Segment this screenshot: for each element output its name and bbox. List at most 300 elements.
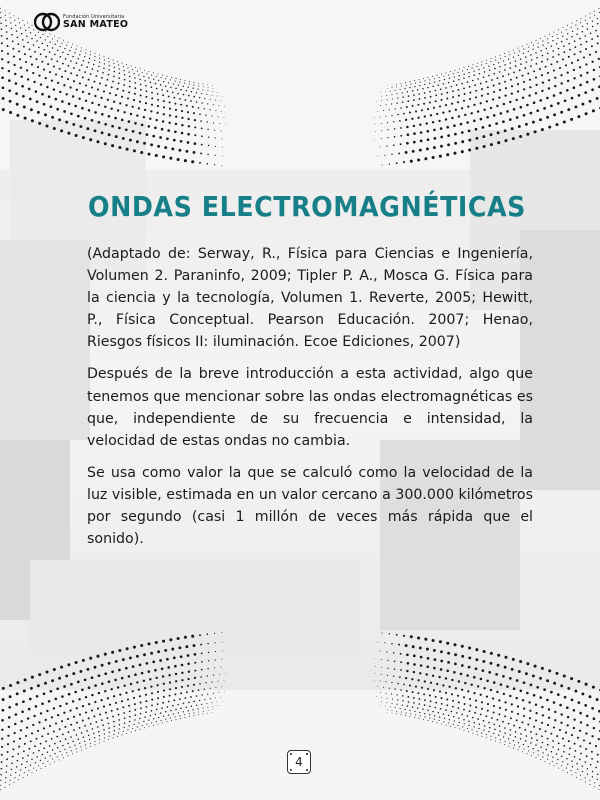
decor-dot [482,135,485,138]
decor-dot [25,61,27,63]
decor-dot [597,773,598,774]
decor-dot [81,750,82,751]
decor-dot [468,66,469,67]
decor-dot [391,115,392,116]
decor-dot [30,108,33,111]
decor-dot [104,672,107,675]
decor-dot [70,683,73,686]
decor-dot [15,772,16,773]
decor-dot [27,755,29,757]
decor-dot [123,727,124,728]
decor-dot [400,107,402,109]
decor-dot [490,689,492,691]
decor-dot [50,690,53,693]
decor-dot [151,75,152,76]
decor-dot [526,662,529,665]
decor-dot [17,36,19,38]
decor-dot [9,684,12,687]
decor-dot [451,86,453,88]
decor-dot [115,660,118,663]
decor-dot [417,707,418,708]
decor-dot [208,660,209,661]
decor-dot [597,761,599,763]
decor-dot [210,109,211,110]
decor-dot [392,85,393,86]
decor-dot [221,632,222,633]
decor-dot [111,125,114,128]
decor-dot [510,717,512,719]
decor-dot [446,725,447,726]
decor-dot [402,101,404,103]
decor-dot [15,92,18,95]
decor-dot [64,48,65,49]
decor-dot [113,738,114,739]
decor-dot [468,656,471,659]
decor-dot [1,729,3,731]
decor-dot [510,734,511,735]
decor-dot [428,77,429,78]
decor-dot [157,99,159,101]
decor-dot [18,18,19,19]
decor-dot [69,709,71,711]
decor-dot [176,719,177,720]
decor-dot [473,676,476,679]
decor-dot [103,729,104,730]
decor-dot [162,94,164,96]
decor-dot [567,772,568,773]
decor-dot [151,699,153,701]
decor-dot [109,704,111,706]
decor-dot [23,46,25,48]
decor-dot [155,83,156,84]
decor-dot [157,650,160,653]
decor-dot [563,27,564,28]
decor-dot [56,108,59,111]
decor-dot [212,712,213,713]
decor-dot [567,687,570,690]
decor-dot [461,83,463,85]
decor-dot [101,113,104,116]
decor-dot [1,67,3,69]
decor-dot [98,692,100,694]
decor-dot [145,694,147,696]
decor-dot [79,743,80,744]
decor-dot [16,114,19,117]
decor-dot [156,684,158,686]
decor-dot [455,109,457,111]
decor-dot [560,111,563,114]
decor-dot [1,42,3,44]
decor-dot [117,686,119,688]
decor-dot [180,718,181,719]
decor-dot [176,78,177,79]
decor-dot [80,51,81,52]
decor-dot [2,698,5,701]
decor-dot [16,692,19,695]
decor-dot [168,82,169,83]
decor-dot [453,152,456,155]
decor-dot [585,683,588,686]
decor-dot [509,729,511,731]
decor-dot [161,707,163,709]
decor-dot [162,640,165,643]
decor-dot [186,105,188,107]
decor-dot [15,25,16,26]
decor-dot [125,692,127,694]
decor-dot [79,727,81,729]
decor-dot [63,40,64,41]
decor-dot [576,20,577,21]
decor-dot [576,33,577,34]
decor-dot [467,728,468,729]
decor-dot [419,98,421,100]
decor-dot [410,81,411,82]
decor-dot [194,134,196,136]
decor-dot [210,698,211,699]
decor-dot [113,60,114,61]
decor-dot [406,85,407,86]
decor-dot [65,674,68,677]
decor-dot [473,726,474,727]
decor-dot [564,99,567,102]
decor-dot [488,66,489,67]
decor-dot [124,79,126,81]
decor-dot [70,60,72,62]
decor-dot [432,76,433,77]
decor-dot [419,718,420,719]
decor-dot [125,667,128,670]
decor-dot [187,654,190,657]
decor-dot [469,705,471,707]
decor-dot [72,700,74,702]
decor-dot [475,700,477,702]
decor-dot [514,745,515,746]
decor-dot [94,684,97,687]
decor-dot [128,71,129,72]
decor-dot [46,710,48,712]
decor-dot [146,133,149,136]
decor-dot [520,106,523,109]
decor-dot [27,78,29,80]
decor-dot [440,660,443,663]
decor-dot [413,141,416,144]
decor-dot [115,702,117,704]
decor-dot [201,102,202,103]
decor-dot [562,58,564,60]
decor-dot [11,34,13,36]
decor-dot [440,668,443,671]
decor-dot [499,725,501,727]
decor-dot [458,717,459,718]
decor-dot [525,740,526,741]
decor-dot [114,730,115,731]
decor-dot [515,731,517,733]
decor-dot [14,723,16,725]
decor-dot [475,667,478,670]
decor-dot [541,74,543,76]
decor-dot [550,691,553,694]
decor-dot [585,748,587,750]
decor-dot [54,761,55,762]
decor-dot [493,114,496,117]
decor-dot [394,661,396,663]
decor-dot [539,99,542,102]
decor-dot [413,663,416,666]
decor-dot [99,62,100,63]
decor-dot [413,94,415,96]
decor-dot [468,76,469,77]
decor-dot [108,69,109,70]
decor-dot [545,761,546,762]
decor-dot [210,688,211,689]
decor-dot [538,43,539,44]
decor-dot [215,659,216,660]
decor-dot [187,118,189,120]
decor-dot [407,662,410,665]
decor-dot [481,88,483,90]
decor-dot [447,661,450,664]
decor-dot [40,83,42,85]
decor-dot [542,752,543,753]
decor-dot [497,719,499,721]
decor-dot [540,747,541,748]
decor-dot [519,135,522,138]
decor-dot [585,782,586,783]
decor-dot [542,40,543,41]
decor-dot [131,66,132,67]
decor-dot [429,718,430,719]
decor-dot [445,692,447,694]
decor-dot [520,733,522,735]
decor-dot [518,670,521,673]
decor-dot [449,719,450,720]
decor-dot [76,734,78,736]
decor-dot [129,656,132,659]
decor-dot [585,777,586,778]
decor-dot [526,692,529,695]
decor-dot [127,698,129,700]
decor-dot [90,746,91,747]
decor-dot [500,58,501,59]
decor-dot [377,156,378,157]
decor-dot [177,637,180,640]
decor-dot [525,123,528,126]
decor-dot [414,717,415,718]
decor-dot [429,83,430,84]
decor-dot [493,712,495,714]
decor-dot [152,661,155,664]
decor-dot [438,84,439,85]
decor-dot [406,106,408,108]
decor-dot [502,75,504,77]
decor-dot [574,690,577,693]
decor-dot [40,760,41,761]
decor-dot [134,122,137,125]
decor-dot [415,110,417,112]
decor-dot [524,729,526,731]
decor-dot [593,78,596,81]
decor-dot [66,45,67,46]
decor-dot [33,81,35,83]
decor-dot [121,119,124,122]
decor-dot [81,64,83,66]
decor-dot [409,710,410,711]
decor-dot [45,670,48,673]
decor-dot [76,707,78,709]
decor-dot [36,738,38,740]
decor-dot [202,707,203,708]
decor-dot [85,100,87,102]
decor-dot [117,88,119,90]
decor-dot [171,648,174,651]
decor-dot [594,15,595,16]
decor-dot [540,38,541,39]
decor-dot [88,703,90,705]
decor-dot [515,65,517,67]
decor-dot [104,653,107,656]
decor-dot [35,705,38,708]
decor-dot [118,719,120,721]
decor-dot [509,677,512,680]
decor-dot [458,79,459,80]
decor-dot [194,653,197,656]
decor-dot [597,35,599,37]
decor-dot [579,66,581,68]
decor-dot [546,116,549,119]
decor-dot [567,25,568,26]
decor-dot [215,155,216,156]
decor-dot [175,116,177,118]
decor-dot [376,696,377,697]
decor-dot [191,160,194,163]
decor-dot [446,98,448,100]
decor-dot [123,66,124,67]
decor-dot [436,113,438,115]
decor-dot [424,84,425,85]
decor-dot [198,85,199,86]
decor-dot [550,105,553,108]
decor-dot [149,678,151,680]
decor-dot [122,734,123,735]
decor-dot [419,149,422,152]
decor-dot [417,679,419,681]
decor-dot [504,129,507,132]
decor-dot [221,686,222,687]
decor-dot [168,674,170,676]
decor-dot [77,115,80,118]
decor-dot [162,155,165,158]
decor-dot [68,42,69,43]
decor-dot [585,48,587,50]
decor-dot [493,91,495,93]
decor-dot [104,106,106,108]
decor-dot [206,703,207,704]
decor-dot [43,747,45,749]
decor-dot [115,135,118,138]
decor-dot [147,153,150,156]
decor-dot [570,118,573,121]
decor-dot [596,698,599,701]
decor-dot [382,632,383,633]
decor-dot [1,28,3,30]
decor-dot [55,698,58,701]
decor-dot [180,655,183,658]
decor-dot [108,58,109,59]
decor-dot [188,125,190,127]
decor-dot [46,86,48,88]
decor-dot [472,80,474,82]
decor-dot [183,94,185,96]
decor-dot [497,141,500,144]
decor-dot [562,738,564,740]
decor-dot [419,712,420,713]
decor-dot [393,675,394,676]
decor-dot [568,43,570,45]
decor-dot [121,700,123,702]
decor-dot [99,83,101,85]
decor-dot [103,90,105,92]
decor-dot [403,161,405,163]
decor-dot [196,705,197,706]
decor-dot [509,743,510,744]
decor-dot [589,742,591,744]
decor-dot [222,96,223,97]
decor-dot [470,112,472,114]
decor-dot [129,721,130,722]
decor-dot [86,730,88,732]
decor-dot [135,67,136,68]
decor-dot [414,711,415,712]
decor-dot [49,51,51,53]
decor-dot [5,10,6,11]
decor-dot [376,101,377,102]
decor-dot [84,71,86,73]
decor-dot [455,687,457,689]
decor-dot [446,92,448,94]
decor-dot [31,119,34,122]
decor-dot [21,85,24,88]
decor-dot [194,126,196,128]
decor-dot [38,74,40,76]
decor-dot [463,88,465,90]
decor-dot [88,93,90,95]
decor-dot [591,735,593,737]
decor-dot [117,708,119,710]
decor-dot [497,77,499,79]
decor-dot [591,38,593,40]
decor-dot [134,714,136,716]
decor-dot [511,85,513,87]
decor-dot [113,76,115,78]
decor-dot [573,77,575,79]
decor-dot [553,113,556,116]
decor-dot [12,756,14,758]
decor-dot [477,63,478,64]
decor-dot [77,752,78,753]
decor-dot [484,725,485,726]
decor-dot [525,672,528,675]
decor-dot [592,776,593,777]
decor-dot [517,83,519,85]
decor-dot [488,722,490,724]
decor-dot [453,716,454,717]
decor-dot [61,695,64,698]
decor-dot [96,655,99,658]
decor-dot [535,84,537,86]
decor-dot [400,127,402,129]
decor-dot [148,720,149,721]
decor-dot [59,740,61,742]
